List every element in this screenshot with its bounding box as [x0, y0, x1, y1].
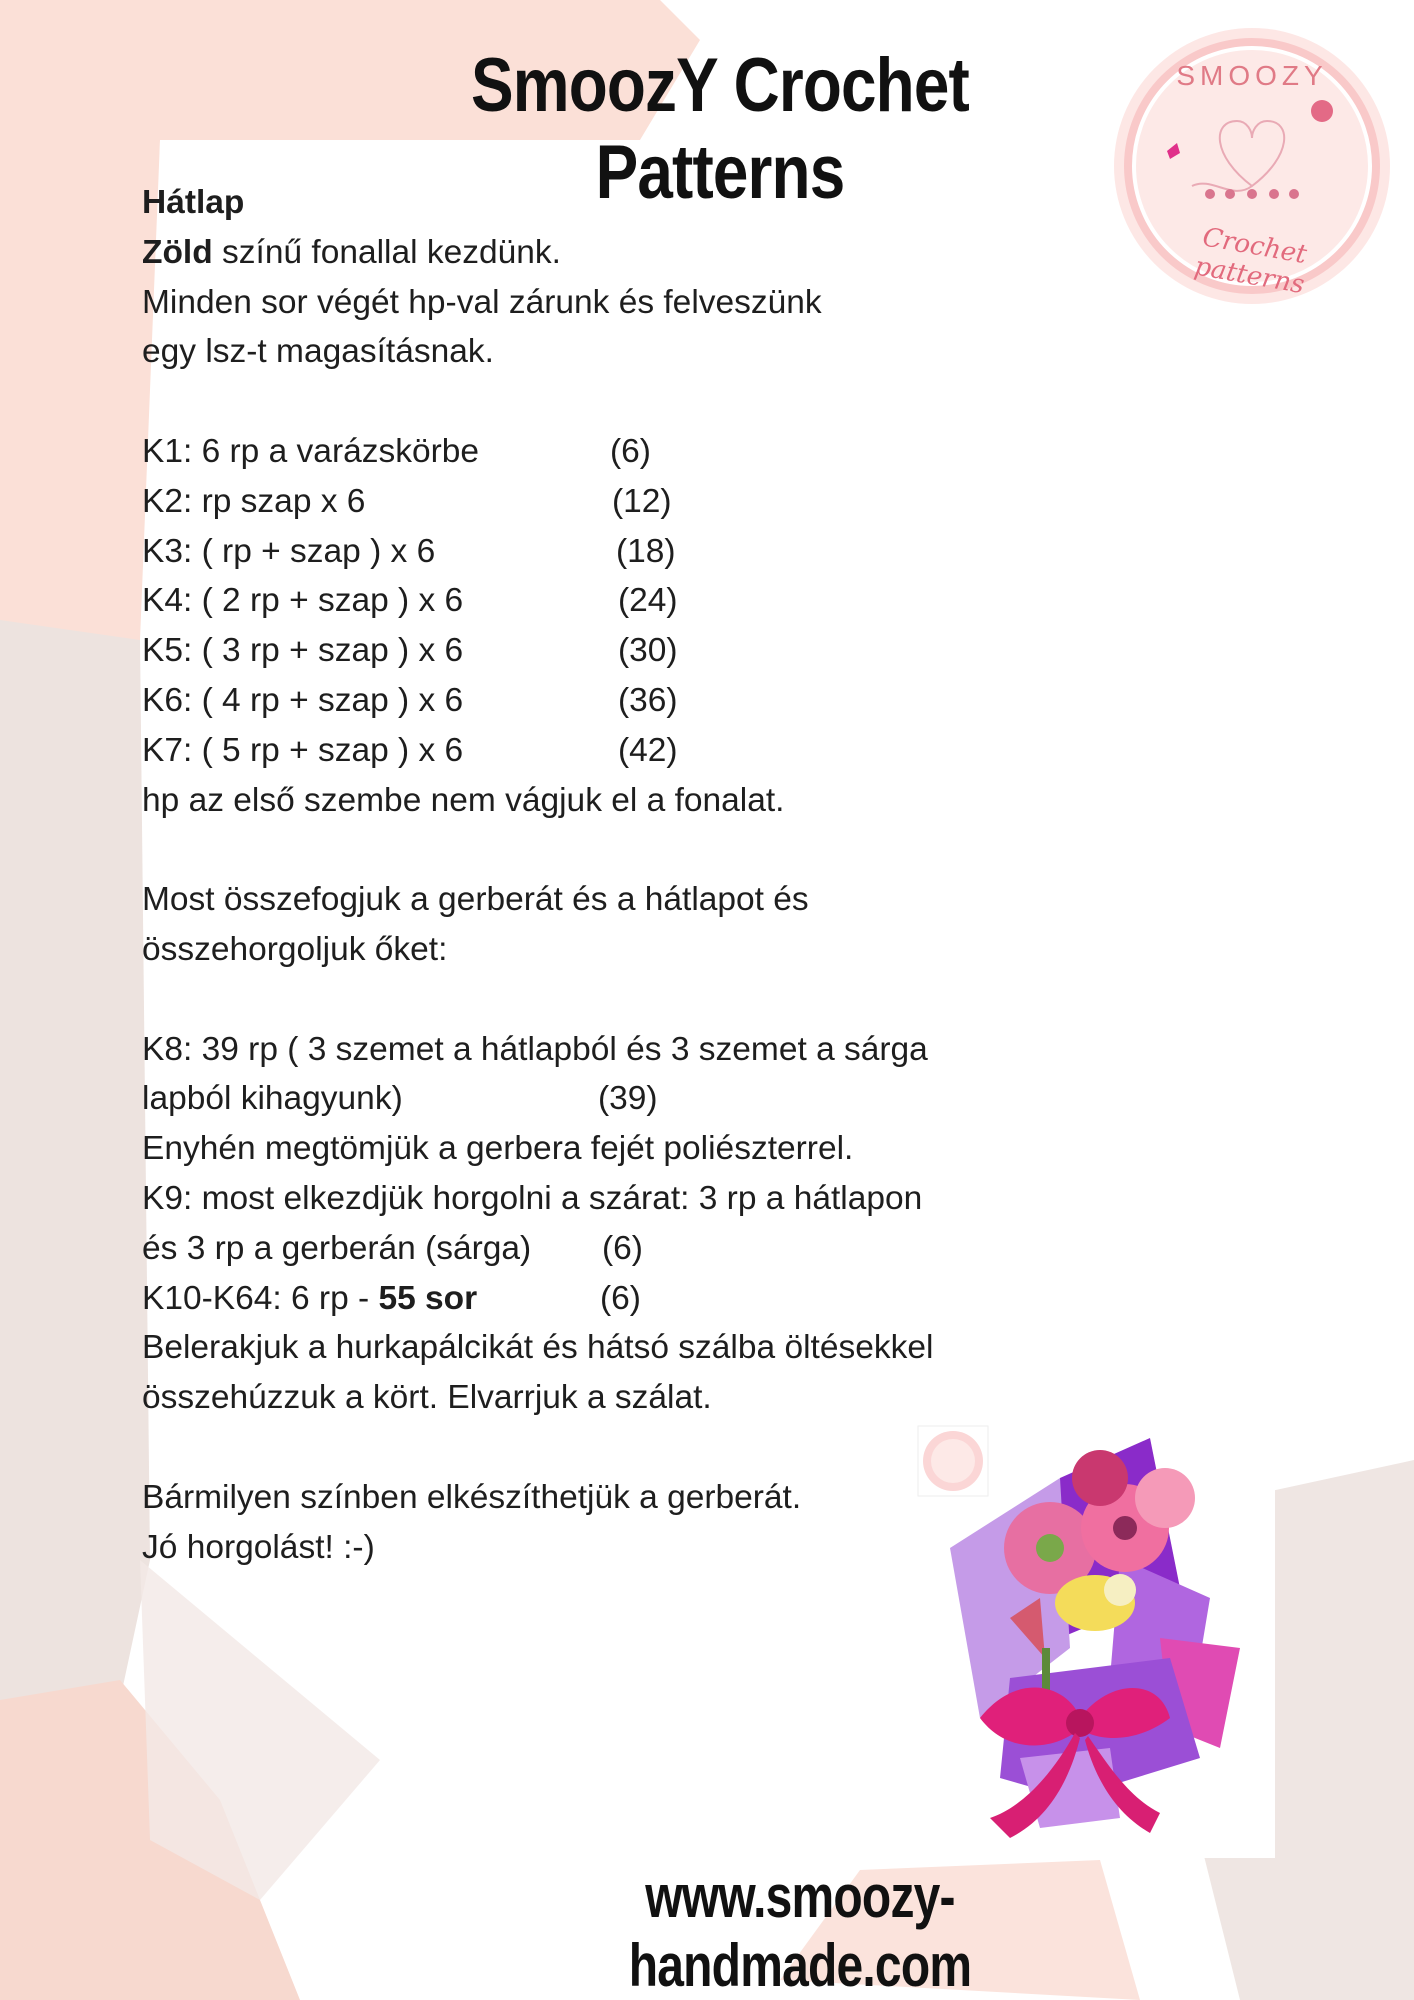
- row-k3-count: (18): [616, 532, 676, 570]
- closing-line-1: Bármilyen színben elkészíthetjük a gerberát.: [142, 1478, 802, 1516]
- finish-line-1: Belerakjuk a hurkapálcikát és hátsó szálba öltésekkel: [142, 1329, 934, 1367]
- row-k10-count: (6): [600, 1279, 641, 1317]
- row-k3-text: K3: ( rp + szap ) x 6: [142, 532, 436, 570]
- after-rows-note: hp az első szembe nem vágjuk el a fonalat.: [142, 781, 785, 819]
- closing-line-2: Jó horgolást! :-): [142, 1528, 375, 1566]
- join-line-2: összehorgoljuk őket:: [142, 930, 448, 968]
- logo-brand-text: SMOOZY: [1176, 60, 1328, 91]
- smoozy-logo: [1112, 26, 1392, 306]
- join-line-1: Most összefogjuk a gerberát és a hátlapot és: [142, 881, 809, 919]
- row-k7-count: (42): [618, 731, 678, 769]
- row-k4-text: K4: ( 2 rp + szap ) x 6: [142, 582, 464, 620]
- row-k8-line-1: K8: 39 rp ( 3 szemet a hátlapból és 3 szemet a sárga: [142, 1030, 928, 1068]
- pattern-instructions: [142, 178, 1042, 1572]
- row-k6-count: (36): [618, 681, 678, 719]
- note-line-1: Minden sor végét hp-val zárunk és felveszünk: [142, 283, 822, 321]
- row-k10-text: K10-K64: 6 rp -: [142, 1279, 379, 1317]
- row-k9-line-2: és 3 rp a gerberán (sárga): [142, 1229, 532, 1267]
- intro-bold: Zöld: [142, 233, 213, 271]
- row-k1-text: K1: 6 rp a varázskörbe: [142, 432, 480, 470]
- row-k2-count: (12): [612, 482, 672, 520]
- page-title: SmoozY Crochet Patterns: [471, 43, 969, 215]
- finish-line-2: összehúzzuk a kört. Elvarrjuk a szálat.: [142, 1379, 712, 1417]
- row-k5-text: K5: ( 3 rp + szap ) x 6: [142, 632, 464, 670]
- row-k8-line-2: lapból kihagyunk): [142, 1080, 403, 1118]
- row-k1-count: (6): [610, 432, 651, 470]
- row-k9-count: (6): [602, 1229, 643, 1267]
- row-k4-count: (24): [618, 582, 678, 620]
- section-heading: Hátlap: [142, 184, 245, 221]
- row-k2-text: K2: rp szap x 6: [142, 482, 366, 520]
- intro-text: színű fonallal kezdünk.: [212, 233, 561, 271]
- note-line-2: egy lsz-t magasításnak.: [142, 333, 494, 371]
- row-k6-text: K6: ( 4 rp + szap ) x 6: [142, 681, 464, 719]
- stuffing-note: Enyhén megtömjük a gerbera fejét poliészterrel.: [142, 1130, 854, 1168]
- row-k7-text: K7: ( 5 rp + szap ) x 6: [142, 731, 464, 769]
- row-k8-count: (39): [598, 1080, 658, 1118]
- row-k9-line-1: K9: most elkezdjük horgolni a szárat: 3 rp a hátlapon: [142, 1179, 923, 1217]
- row-k5-count: (30): [618, 632, 678, 670]
- row-k10-bold: 55 sor: [378, 1279, 478, 1317]
- logo-tagline: Crochet patterns: [1192, 222, 1309, 301]
- bouquet-photo: [910, 1418, 1275, 1858]
- website-url: www.smoozy-handmade.com: [628, 1863, 972, 1999]
